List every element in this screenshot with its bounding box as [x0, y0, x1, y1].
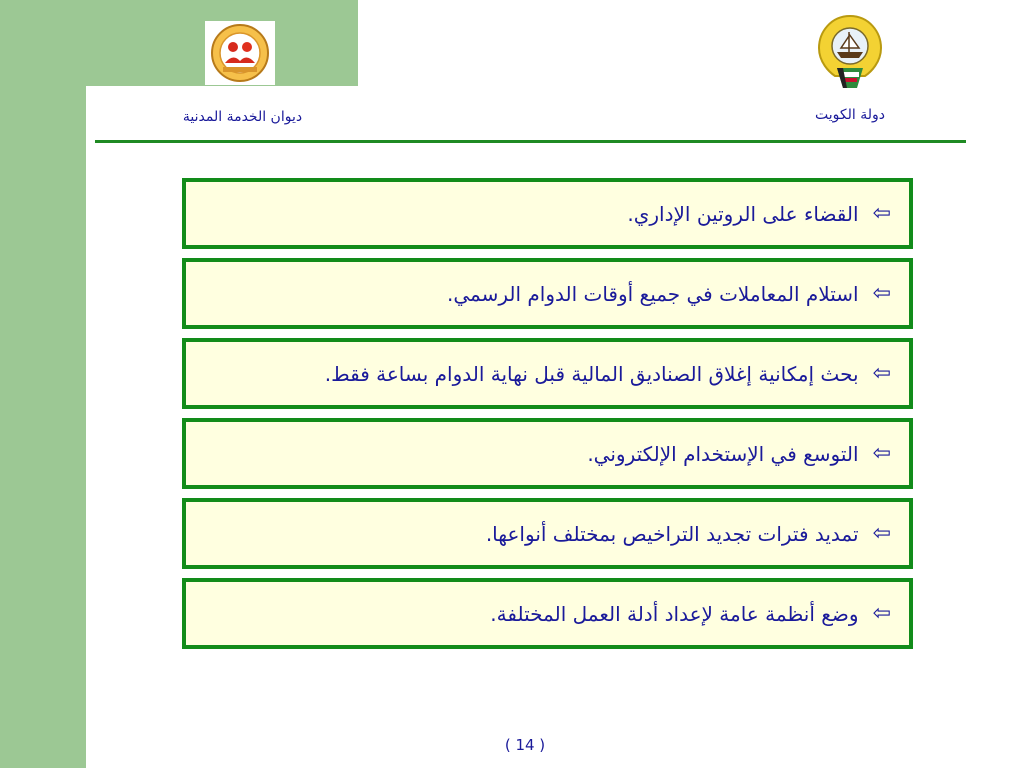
bullet-item	[182, 498, 913, 569]
left-arrow-icon: ⇦	[872, 280, 891, 306]
civil-service-logo-icon	[209, 23, 271, 83]
bullet-item	[182, 258, 913, 329]
page-number: ( 14 )	[504, 736, 546, 754]
left-arrow-icon: ⇦	[872, 360, 891, 386]
bullet-list	[182, 178, 913, 658]
org-name-civil-service: ديوان الخدمة المدنية	[182, 109, 303, 125]
bullet-text: القضاء على الروتين الإداري.	[627, 201, 859, 226]
bullet-text: التوسع في الإستخدام الإلكتروني.	[587, 441, 859, 466]
left-arrow-icon: ⇦	[872, 520, 891, 546]
header-divider	[95, 140, 966, 143]
left-arrow-icon: ⇦	[872, 600, 891, 626]
bullet-text: تمديد فترات تجديد التراخيص بمختلف أنواعها.	[485, 521, 859, 546]
bullet-text: بحث إمكانية إغلاق الصناديق المالية قبل نهاية الدوام بساعة فقط.	[324, 361, 859, 386]
bullet-text: استلام المعاملات في جميع أوقات الدوام الرسمي.	[447, 281, 859, 306]
kuwait-emblem	[813, 12, 887, 92]
bullet-item	[182, 178, 913, 249]
kuwait-emblem-icon	[813, 12, 887, 92]
bullet-item	[182, 338, 913, 409]
left-arrow-icon: ⇦	[872, 200, 891, 226]
frame-left-band	[0, 0, 86, 768]
civil-service-logo	[205, 21, 275, 85]
frame-corner-curve	[86, 86, 126, 126]
org-name-state: دولة الكويت	[815, 107, 885, 123]
left-arrow-icon: ⇦	[872, 440, 891, 466]
bullet-item	[182, 418, 913, 489]
bullet-text: وضع أنظمة عامة لإعداد أدلة العمل المختلفة.	[490, 601, 859, 626]
bullet-item	[182, 578, 913, 649]
